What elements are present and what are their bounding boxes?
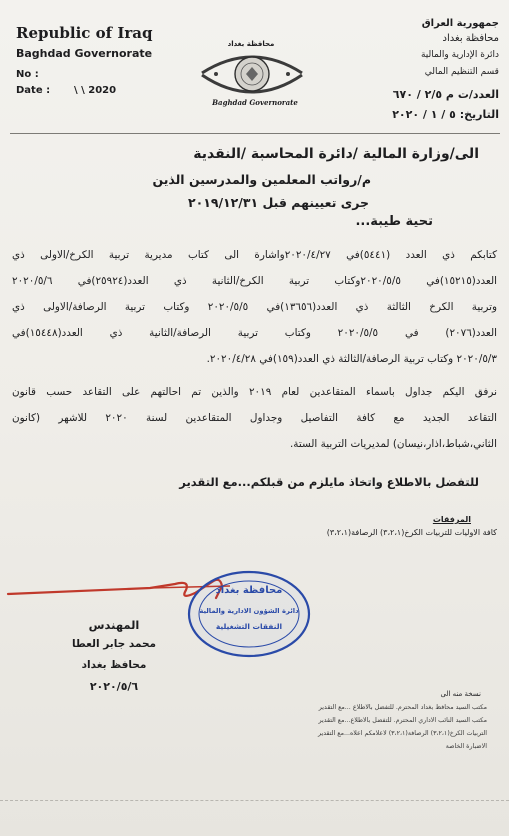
subject-line-2: جرى تعيينهم قبل ٢٠١٩/١٢/٣١ [187,195,369,210]
signature-role: المهندس [88,618,140,632]
body-p1-line5: ٢٠٢٠/٥/٣ وكتاب تربية الرصافة/الثالثة ذي العدد(١٥٩)في ٢٠٢٠/٤/٢٨. [206,353,497,365]
attachments-line: كافة الاوليات للتربيات الكرخ(٣،٢،١) الرصافة(٣،٢،١) [326,528,497,537]
header-date-value: \ \ 2020 [74,85,117,96]
official-stamp [186,569,312,659]
signature-title: محافظ بغداد [81,659,147,671]
body-p1-line2: العدد(١٥٢١٥)في ٢٠٢٠/٥/٥وكتاب تربية الكرخ/الثانية ذي العدد(٢٥٩٢٤)في ٢٠٢٠/٥/٦ [12,275,497,287]
greeting: تحية طيبة... [355,214,433,229]
addressee-line: الى/وزارة المالية /دائرة المحاسبة /النقدية [193,146,479,162]
cc-line-2: مكتب السيد النائب الاداري المحترم. للتفضل بالاطلاع...مع التقدير [318,717,487,724]
header-ar-line1: جمهورية العراق [421,18,499,29]
stamp-middle-text: دائرة الشؤون الادارية والمالية [199,607,299,615]
header-ar-line2: محافظة بغداد [442,33,499,44]
header-date-label: Date : [16,85,51,96]
body-p1-line1: كتابكم ذي العدد (٥٤٤١)في ٢٠٢٠/٤/٢٧واشارة الى كتاب مديرية تربية الكرخ/الاولى ذي [12,249,498,261]
stamp-top-text: محافظة بغداد [215,585,283,596]
header-ar-date: التاريخ: ٥ / ١ / ٢٠٢٠ [392,108,499,121]
body-p1-line3: وتربية الكرخ الثالثة ذي العدد(١٣٦٥٦)في ٢٠٢٠/٥/٥ وكتاب تربية الرصافة/الاولى ذي [12,301,498,313]
footer-divider [0,800,509,802]
header-ar-number: العدد/ت م ٢/٥ / ٦٧٠ [392,88,499,101]
attachments-title: المرفقات [432,515,471,524]
header-ar-line4: قسم التنظيم المالي [424,67,499,77]
cc-line-3: التربيات الكرخ(٣،٢،١) الرصافة(٣،٢،١) لاعلامكم اعلاه...مع التقدير [317,730,487,737]
header-ar-line3: دائرة الإدارية والمالية [420,50,499,60]
subject-line: م/رواتب المعلمين والمدرسين الذين [152,172,371,187]
header-republic-title: Republic of Iraq [16,24,153,42]
stamp-bottom-text: النفقات التشغيلية [215,622,283,631]
closing-line: للتفضل بالاطلاع واتخاذ مايلزم من قبلكم...مع التقدير [179,475,479,489]
header-governorate-subtitle: Baghdad Governorate [16,47,153,60]
cc-line-4: الاضبارة الخاصة [445,743,487,750]
body-p2-line2: التقاعد الجديد مع كافة التفاصيل وجداول المتقاعدين لسنة ٢٠٢٠ للاشهر (كانون [12,412,497,424]
body-p2-line1: نرفق اليكم جداول باسماء المتقاعدين لعام ٢٠١٩ والذين تم احالتهم على التقاعد حسب قانون [12,386,498,398]
logo-caption: Baghdad Governorate [212,98,298,107]
signature-name: محمد جابر العطا [71,638,157,650]
body-p2-line3: الثاني،شباط،اذار،نيسان) لمديريات التربية الستة. [289,438,497,450]
logo-name-ar: محافظة بغداد [227,40,275,48]
cc-title: نسخة منه الى [440,690,481,698]
signature-date: ٢٠٢٠/٥/٦ [89,680,139,693]
header-divider [10,133,500,134]
body-p1-line4: العدد(٢٠٧٦) في ٢٠٢٠/٥/٥ وكتاب تربية الرصافة/الثانية ذي العدد(١٥٤٤٨)في [12,327,497,339]
cc-line-1: مكتب السيد محافظ بغداد المحترم. للتفضل بالاطلاع ...مع التقدير [318,704,487,711]
header-no-label: No : [16,69,39,80]
